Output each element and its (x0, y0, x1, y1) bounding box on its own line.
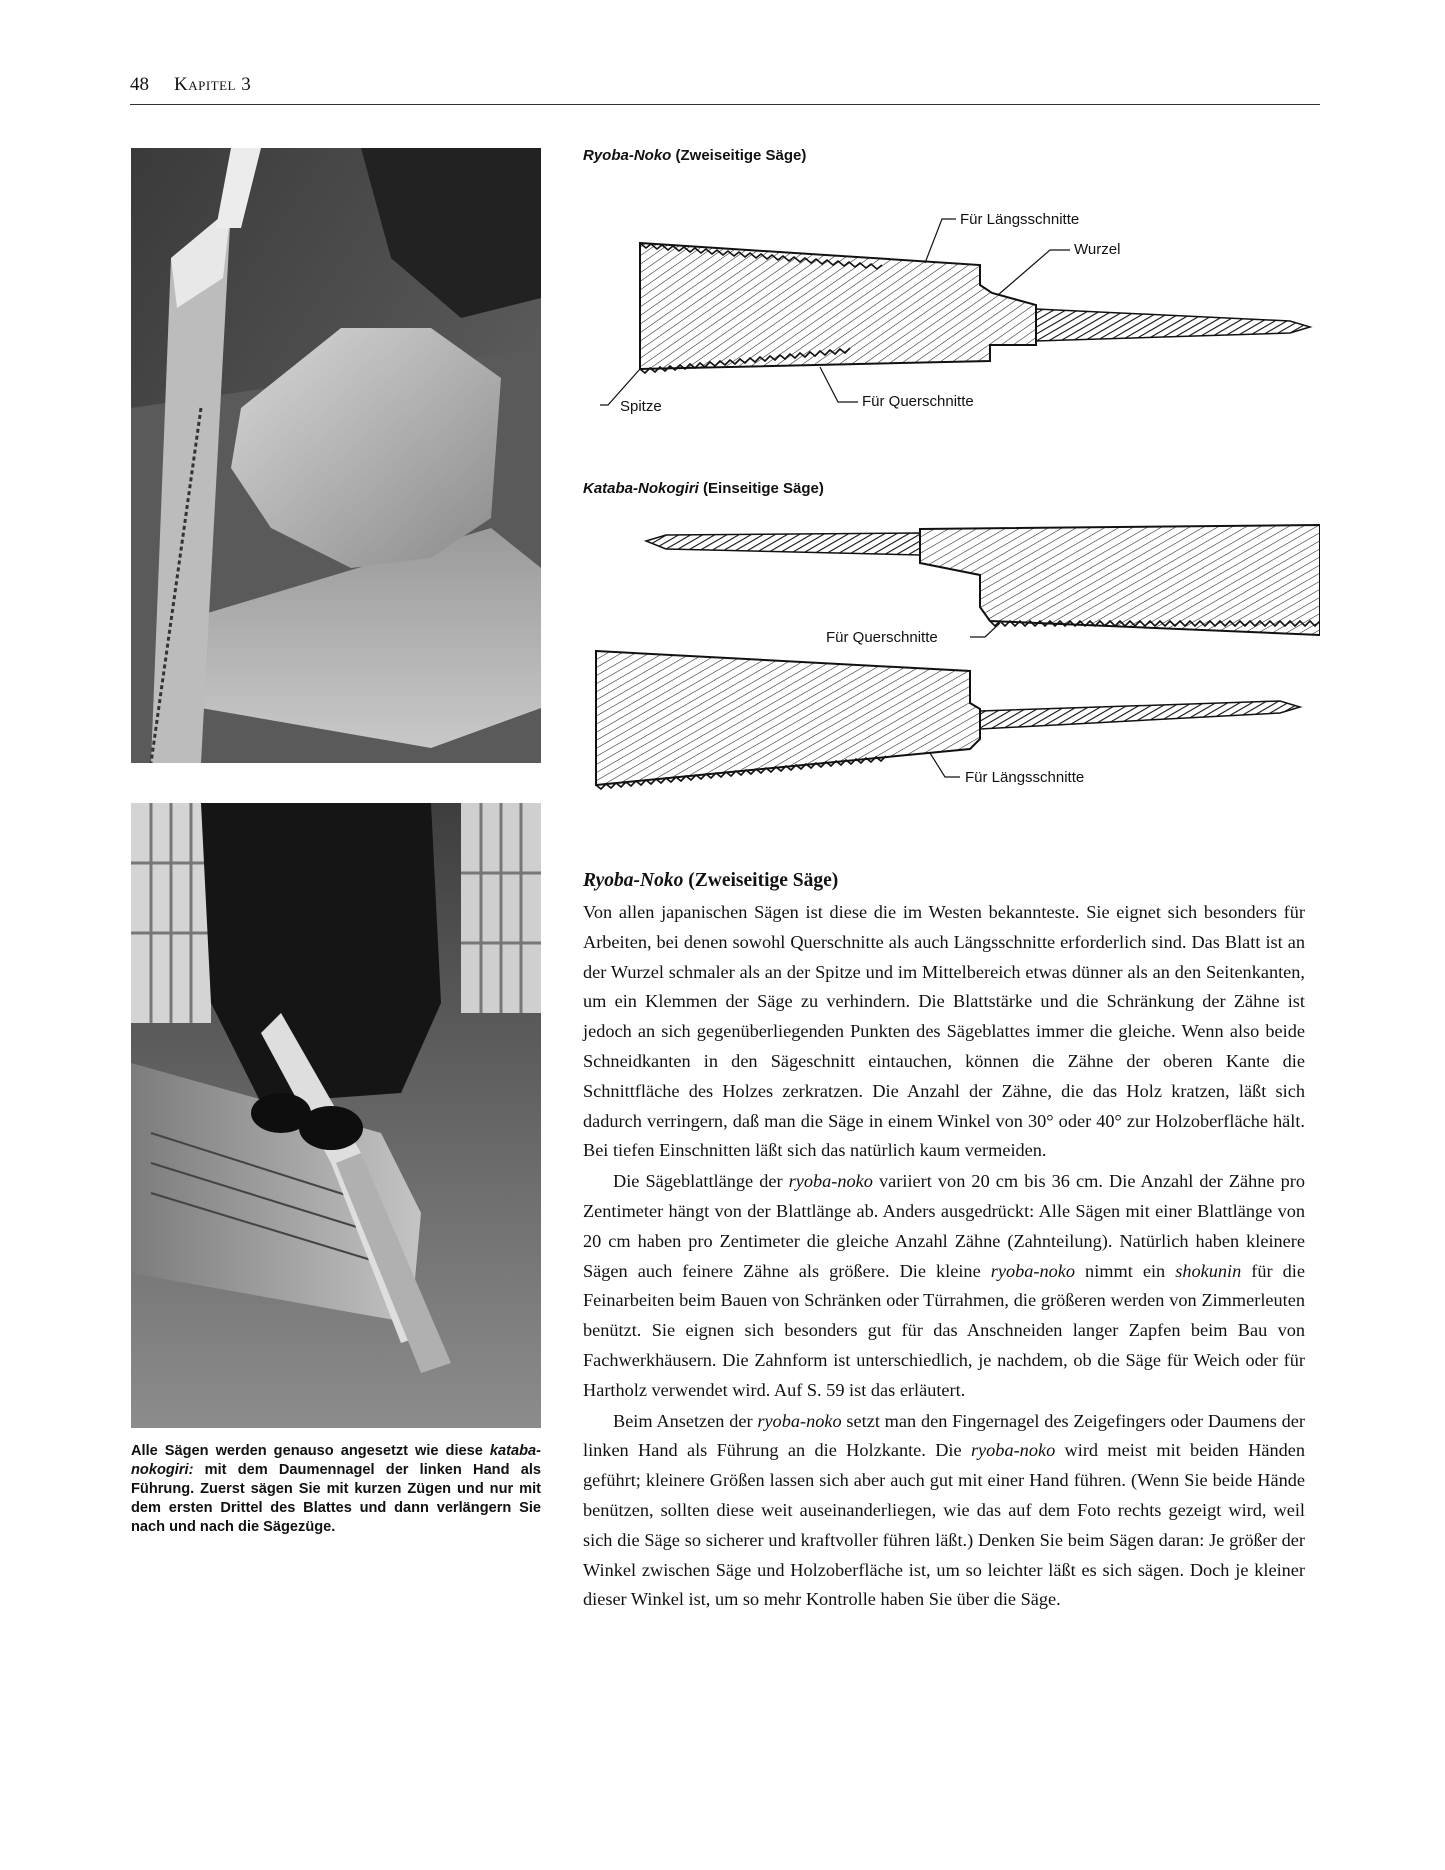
photo-caption (131, 1442, 541, 1537)
p2-italic-1: ryoba-noko (788, 1171, 873, 1192)
running-header (130, 74, 1320, 105)
diagram-kataba-title-rest: (Einseitige Säge) (698, 480, 824, 497)
paragraph-2 (583, 1167, 1305, 1405)
section-heading-rest: (Zweiseitige Säge) (683, 870, 839, 891)
label-kataba-querschnitte: Für Querschnitte (826, 629, 938, 646)
diagram-kataba-nokogiri (580, 515, 1320, 795)
p2-italic-2: ryoba-noko (990, 1260, 1076, 1281)
chapter-title: Kapitel 3 (174, 74, 252, 95)
p3-text-a: Beim Ansetzen der (613, 1410, 758, 1431)
caption-italic-term: kataba-nokogiri: (131, 1443, 541, 1478)
page-number: 48 (130, 74, 149, 95)
label-spitze: Spitze (620, 398, 662, 415)
p3-italic-1: ryoba-noko (757, 1410, 842, 1431)
diagram-ryoba-title (583, 147, 806, 164)
caption-text-2: mit dem Daumennagel der linken Hand als Führung. Zuerst sägen Sie mit kurzen Zügen und nur mit dem ersten Drittel des Blattes und dann verlängern Sie nach und nach die Sägezüge. (131, 1462, 541, 1535)
p3-text-c: wird meist mit beiden Händen geführt; kleinere Größen lassen sich aber auch gut mit einer Hand führen. (Wenn Sie beide Hände benützen, sollten diese weit auseinanderliegen, wie das auf dem Foto rechts gezeigt wird, weil sich die Säge so sicherer und kraftvoller führen läßt.) Denken Sie beim Sägen daran: Je größer der Winkel zwischen Säge und Holzoberfläche ist, um so leichter läßt es sich sägen. Doch je kleiner dieser Winkel ist, um so mehr Kontrolle haben Sie über die Säge. (583, 1440, 1305, 1610)
paragraph-3 (583, 1407, 1305, 1616)
diagram-ryoba-title-italic: Ryoba-Noko (583, 147, 672, 164)
p2-text-b: variiert von 20 cm bis 36 cm. Die Anzahl der Zähne pro Zentimeter hängt von der Blattlänge ab. Anders ausgedrückt: Alle Sägen mit einer Blattlänge von 20 cm haben pro Zentimeter die gleiche Anzahl Zähne (Zahnteilung). Natürlich haben kleinere Sägen auch feinere Zähne als größere. Die kleine (583, 1171, 1305, 1281)
p3-text-b: setzt man den Fingernagel des Zeigefingers oder Daumens der linken Hand als Führung an die Holzkante. Die (583, 1410, 1305, 1461)
photo-hand-guiding-saw (131, 148, 541, 763)
kataba-lower-blade (596, 651, 980, 785)
kataba-upper-handle (646, 533, 920, 555)
p3-italic-2: ryoba-noko (970, 1440, 1056, 1461)
photo-woodworker-sawing-board (131, 803, 541, 1428)
p2-italic-3: shokunin (1175, 1260, 1242, 1281)
p2-text-d: für die Feinarbeiten beim Bauen von Schränken oder Türrahmen, die größeren werden von Zimmerleuten benützt. Sie eignen sich besonders gut für das Anschneiden langer Zapfen beim Bau von Fachwerkhäusern. Die Zahnform ist unterschiedlich, je nachdem, ob die Säge für Weich oder für Hartholz verwendet wird. Auf S. 59 ist das erläutert. (583, 1260, 1305, 1400)
diagram-ryoba-title-rest: (Zweiseitige Säge) (671, 147, 807, 164)
label-kataba-laengsschnitte: Für Längsschnitte (965, 769, 1085, 786)
section-heading (583, 868, 1305, 894)
kataba-upper-blade (920, 525, 1320, 635)
p2-text-a: Die Sägeblattlänge der (613, 1171, 789, 1192)
ryoba-handle (1036, 309, 1310, 341)
label-querschnitte: Für Querschnitte (862, 393, 974, 410)
paragraph-1: Von allen japanischen Sägen ist diese die im Westen bekannteste. Sie eignet sich besonders für Arbeiten, bei denen sowohl Querschnitte als auch Längsschnitte erforderlich sind. Das Blatt ist an der Wurzel schmaler als an der Spitze und im Mittelbereich etwas dünner als an den Seitenkanten, um ein Klemmen der Säge zu verhindern. Die Blattstärke und die Schränkung der Zähne ist jedoch an sich gegenüberliegenden Punkten des Sägeblattes immer die gleiche. Wenn also beide Schneidkanten in den Sägeschnitt eintauchen, können die Zähne der oberen Kante die Schnittfläche des Holzes zerkratzen. Die Anzahl der Zähne, die das Holz kratzen, läßt sich dadurch verringern, daß man die Säge in einem Winkel von 30° oder 40° zur Holzoberfläche hält. Bei tiefen Einschnitten läßt sich das natürlich kaum vermeiden. (583, 902, 1305, 1161)
label-wurzel: Wurzel (1074, 241, 1121, 258)
caption-text-1: Alle Sägen werden genauso angesetzt wie diese (131, 1443, 490, 1459)
diagram-kataba-title (583, 480, 824, 497)
diagram-kataba-title-italic: Kataba-Nokogiri (583, 480, 699, 497)
diagram-ryoba-noko (580, 195, 1320, 425)
p2-text-c: nimmt ein (1075, 1260, 1176, 1281)
article-ryoba-noko (583, 868, 1305, 1615)
section-heading-italic: Ryoba-Noko (583, 870, 684, 891)
label-laengsschnitte: Für Längsschnitte (960, 211, 1080, 228)
kataba-lower-handle (980, 701, 1300, 729)
